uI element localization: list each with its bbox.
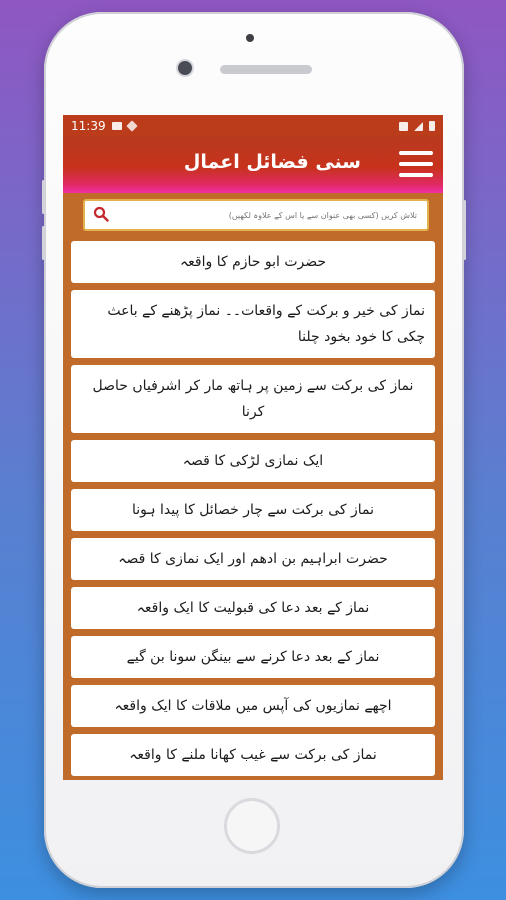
app-screen [63,115,443,780]
wrench-notification-icon [126,120,137,131]
image-notification-icon [112,122,122,130]
list-item[interactable]: حضرت ابراہیم بن ادھم اور ایک نمازی کا قصہ [71,538,435,580]
list-item[interactable]: حضرت ابو حازم کا واقعہ [71,241,435,283]
list-item[interactable]: نماز کے بعد دعا کرنے سے بینگن سونا بن گیے [71,636,435,678]
app-bar [63,137,443,193]
status-bar [63,115,443,137]
power-button[interactable] [463,200,466,260]
home-button[interactable] [224,798,280,854]
sensor-dot [246,34,254,42]
volume-button[interactable] [42,180,45,214]
list-item[interactable]: نماز کی برکت سے زمین پر ہاتھ مار کر اشرفیاں حاصل کرنا [71,365,435,433]
search-input[interactable] [85,201,427,229]
search-box [83,199,429,231]
app-title: سنی فضائل اعمال [183,151,361,173]
list-item[interactable]: نماز کے بعد دعا کی قبولیت کا ایک واقعہ [71,587,435,629]
mute-icon [399,122,408,131]
hamburger-menu-icon[interactable] [399,151,433,177]
earpiece-speaker [220,65,312,74]
front-camera [178,61,192,75]
search-icon[interactable] [93,206,109,222]
signal-icon [414,122,423,131]
battery-icon [429,121,435,131]
list-item[interactable]: ایک نمازی لڑکی کا قصہ [71,440,435,482]
list-item[interactable]: نماز کی برکت سے غیب کھانا ملنے کا واقعہ [71,734,435,776]
list-item[interactable]: نماز کی خیر و برکت کے واقعات۔۔ نماز پڑھنے کے باعث چکی کا خود بخود چلنا [71,290,435,358]
search-bar [63,193,443,237]
volume-button[interactable] [42,226,45,260]
list-item[interactable]: اچھے نمازیوں کی آپس میں ملاقات کا ایک واقعہ [71,685,435,727]
status-time: 11:39 [71,119,106,133]
story-list [63,237,443,776]
list-item[interactable]: نماز کی برکت سے چار خصائل کا پیدا ہونا [71,489,435,531]
